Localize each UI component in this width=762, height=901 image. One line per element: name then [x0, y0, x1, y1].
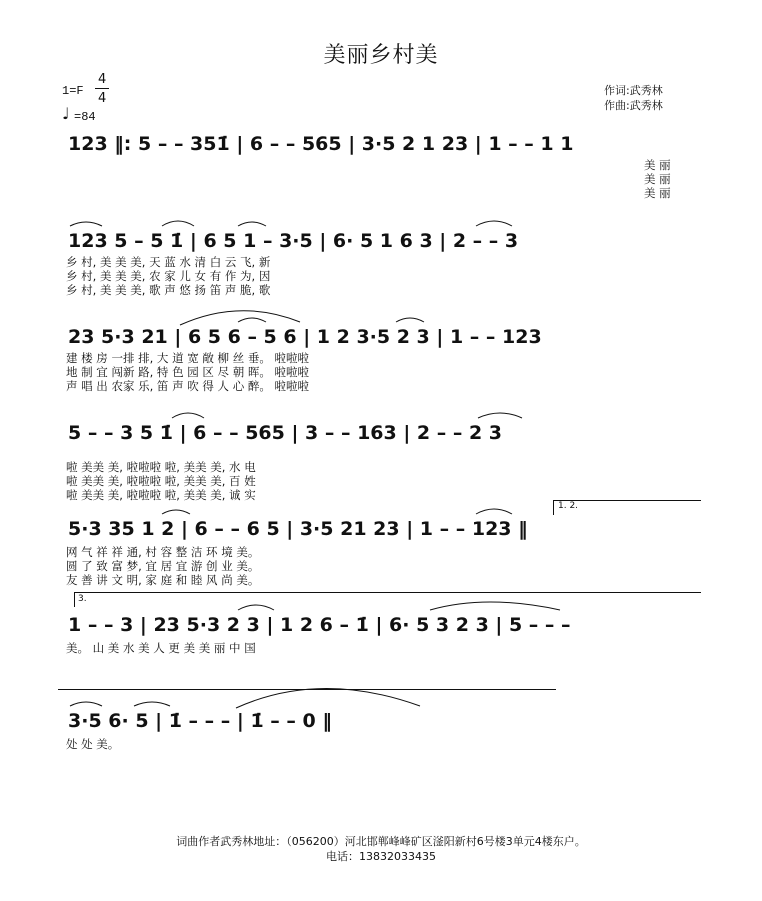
- slur-6: [238, 318, 266, 322]
- lyricist-credit: 作词:武秀林: [604, 84, 663, 97]
- footer-phone: 电话：13832033435: [326, 850, 436, 863]
- lyric-line-4-2: 啦 美美 美, 啦啦啦 啦, 美美 美, 百 姓: [66, 474, 256, 488]
- slur-15: [134, 702, 170, 706]
- lyric-line-3-3: 声 唱 出 农家 乐, 笛 声 吹 得 人 心 醉。 啦啦啦: [66, 379, 310, 393]
- slur-3: [238, 222, 266, 226]
- lyric-line-3-2: 地 制 宜 闯新 路, 特 色 园 区 尽 朝 晖。 啦啦啦: [66, 365, 310, 379]
- footer-address: 词曲作者武秀林地址：（056200）河北邯郸峰峰矿区滏阳新村6号楼3单元4楼东户。: [176, 835, 586, 848]
- time-denominator: 4: [98, 91, 107, 106]
- lyric-line-6-1: 美。 山 美 水 美 人 更 美 美 丽 中 国: [66, 641, 256, 655]
- lyric-line-5-3: 友 善 讲 文 明, 家 庭 和 睦 风 尚 美。: [66, 573, 260, 587]
- lyric-line-5-1: 网 气 祥 祥 通, 村 容 整 洁 环 境 美。: [66, 545, 260, 559]
- slur-12: [238, 605, 274, 610]
- volta-label-3: 3.: [78, 594, 87, 604]
- notation-row-2: 123 5 – 5 1̇ | 6 5 1 – 3·5 | 6· 5 1 6 3 | 2 – – 3: [68, 230, 519, 252]
- lyric-line-1-3: 美 丽: [644, 186, 671, 200]
- slur-1: [70, 222, 102, 226]
- notation-row-6: 1 – – 3 | 23 5·3 2 3 | 1 2 6 – 1̇ | 6· 5 3 2 3 | 5 – – –: [68, 614, 571, 636]
- slur-10: [162, 510, 190, 514]
- composer-credit: 作曲:武秀林: [604, 99, 663, 112]
- notation-row-7: 3·5 6· 5 | 1̇ – – – | 1̇ – – 0 ‖: [68, 710, 332, 732]
- slur-4: [476, 221, 512, 226]
- lyric-line-4-1: 啦 美美 美, 啦啦啦 啦, 美美 美, 水 电: [66, 460, 256, 474]
- slur-14: [70, 702, 102, 706]
- quarter-note-icon: ♩: [62, 104, 70, 123]
- slur-16: [236, 688, 420, 708]
- notation-row-1: 123 ‖: 5 – – 351̇ | 6 – – 565 | 3·5 2 1 23 | 1 – – 1 1: [68, 133, 574, 155]
- tempo-marking: =84: [74, 110, 96, 124]
- lyric-line-1-2: 美 丽: [644, 172, 671, 186]
- lyric-line-2-1: 乡 村, 美 美 美, 天 蓝 水 清 白 云 飞, 新: [66, 255, 271, 269]
- lyric-line-2-2: 乡 村, 美 美 美, 农 家 儿 女 有 作 为, 因: [66, 269, 271, 283]
- lyric-line-1-1: 美 丽: [644, 158, 671, 172]
- slur-2: [162, 221, 194, 226]
- lyric-line-3-1: 建 楼 房 一排 排, 大 道 宽 敞 柳 丝 垂。 啦啦啦: [66, 351, 310, 365]
- slur-5: [180, 311, 300, 325]
- time-numerator: 4: [98, 72, 107, 87]
- slur-13: [430, 602, 560, 610]
- slur-7: [396, 318, 424, 322]
- slur-8: [172, 413, 204, 418]
- slur-9: [478, 413, 522, 418]
- notation-row-5: 5·3 35 1 2 | 6 – – 6 5 | 3·5 21 23 | 1 – – 123 ‖: [68, 518, 528, 540]
- lyric-line-2-3: 乡 村, 美 美 美, 歌 声 悠 扬 笛 声 脆, 歌: [66, 283, 271, 297]
- lyric-line-7-1: 处 处 美。: [66, 737, 120, 751]
- key-signature: 1=F: [62, 84, 84, 98]
- slur-11: [476, 509, 512, 514]
- song-title: 美丽乡村美: [323, 43, 439, 68]
- lyric-line-5-2: 圆 了 致 富 梦, 宜 居 宜 游 创 业 美。: [66, 559, 260, 573]
- notation-row-4: 5 – – 3 5 1̇ | 6 – – 565 | 3 – – 163 | 2 – – 2 3: [68, 422, 503, 444]
- notation-row-3: 23 5·3 21 | 6 5 6 – 5 6 | 1 2 3·5 2 3 | 1 – – 123: [68, 326, 542, 348]
- lyric-line-4-3: 啦 美美 美, 啦啦啦 啦, 美美 美, 诚 实: [66, 488, 256, 502]
- volta-label-1-2: 1. 2.: [558, 501, 579, 511]
